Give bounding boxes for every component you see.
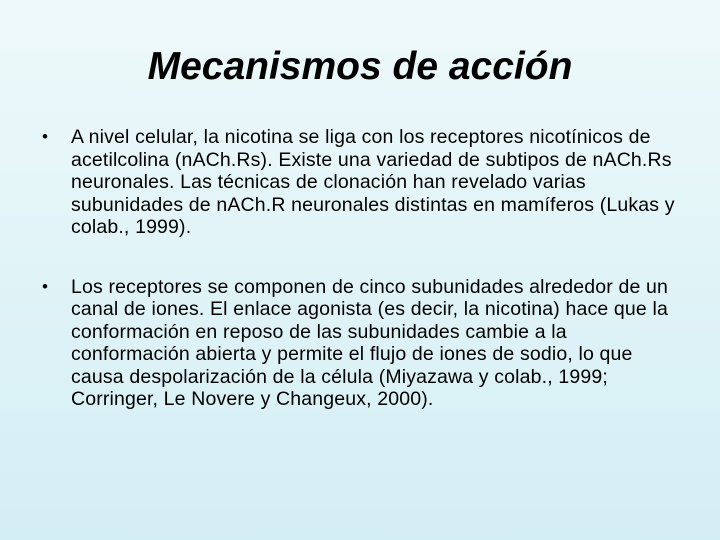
bullet-item — [42, 126, 682, 239]
slide-title: Mecanismos de acción — [147, 45, 573, 88]
bullet-list — [42, 126, 682, 411]
bullet-marker: • — [42, 276, 49, 296]
bullet-text: Los receptores se componen de cinco subunidades alrededor de un canal de iones. El enlace agonista (es decir, la nicotina) hace que la conformación en reposo de las subunidades cambie a la conformación abierta y permite el flujo de iones de sodio, lo que causa despolarización de la célula (Miyazawa y colab., 1999; Corringer, Le Novere y Changeux, 2000). — [71, 275, 669, 410]
bullet-item — [42, 276, 682, 411]
bullet-text: A nivel celular, la nicotina se liga con los receptores nicotínicos de acetilcolina (nACh.Rs). Existe una variedad de subtipos de nACh.Rs neuronales. Las técnicas de clonación han revelado varias subunidades de nACh.R neuronales distintas en mamíferos (Lukas y colab., 1999). — [71, 126, 675, 238]
bullet-marker: • — [42, 127, 49, 146]
